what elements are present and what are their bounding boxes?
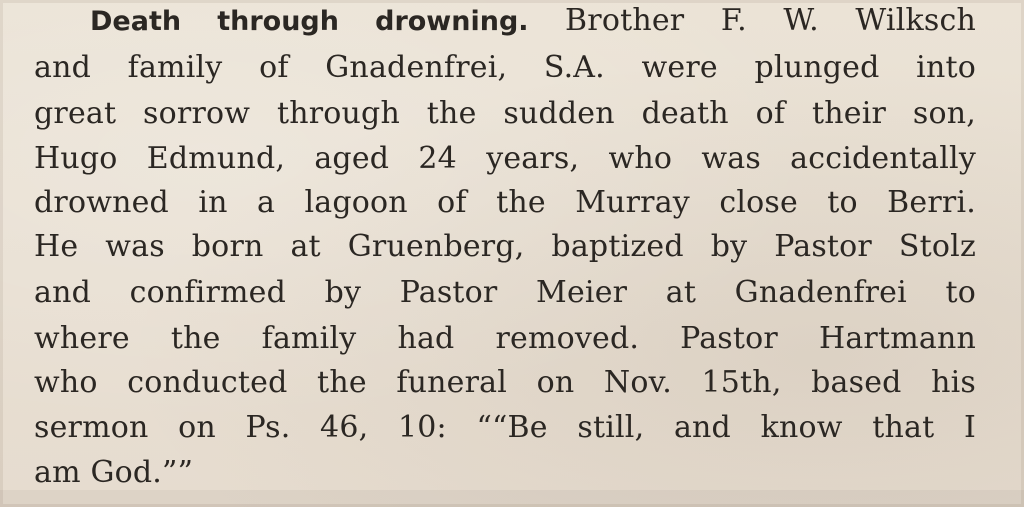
article-line: sermon on Ps. 46, 10: ““Be still, and know that I: [34, 410, 976, 445]
article-line: Hugo Edmund, aged 24 years, who was accidentally: [34, 141, 976, 176]
article-line: drowned in a lagoon of the Murray close to Berri.: [34, 185, 976, 220]
article-last-line: am God.””: [34, 455, 194, 490]
article-line: and confirmed by Pastor Meier at Gnadenfrei to: [34, 275, 976, 310]
article-line: He was born at Gruenberg, baptized by Pastor Stolz: [34, 229, 976, 264]
article-first-line: [90, 3, 976, 40]
article-first-line-text: Brother F. W. Wilksch: [565, 3, 976, 38]
article-line: where the family had removed. Pastor Hartmann: [34, 321, 976, 356]
article-line: great sorrow through the sudden death of their son,: [34, 96, 976, 131]
article-headline: Death through drowning.: [90, 6, 529, 37]
article-line: and family of Gnadenfrei, S.A. were plunged into: [34, 50, 976, 85]
article-line: who conducted the funeral on Nov. 15th, based his: [34, 365, 976, 400]
